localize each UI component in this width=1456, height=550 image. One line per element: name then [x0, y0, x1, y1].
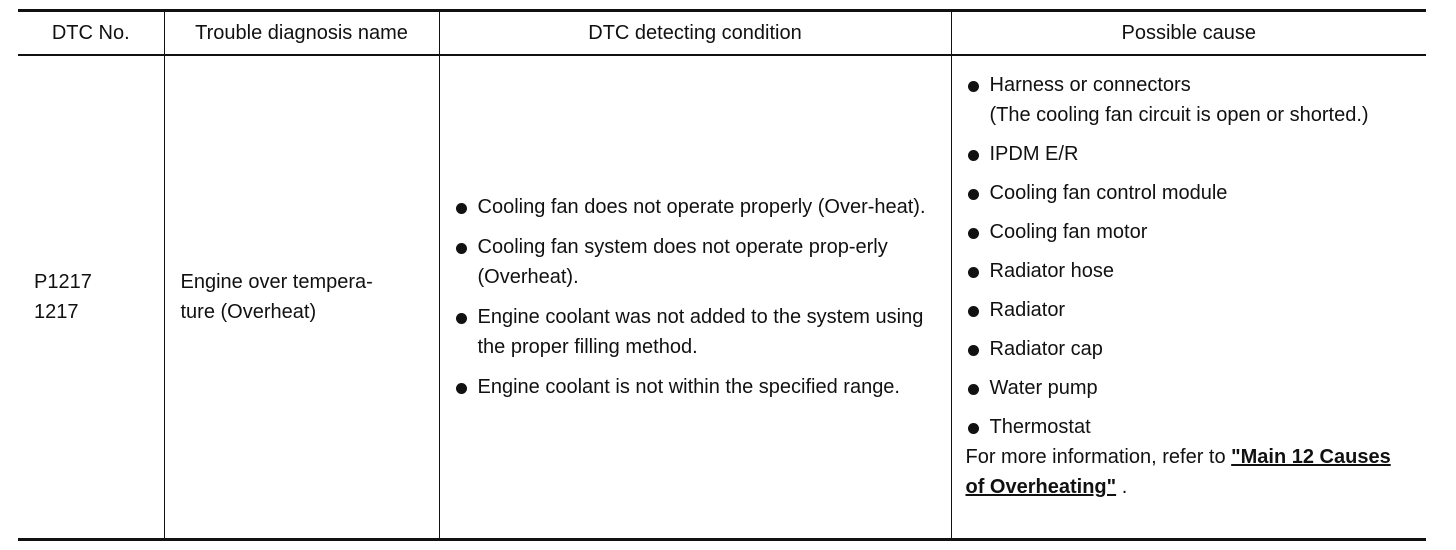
possible-cause-cell	[951, 55, 1426, 540]
header-diagnosis-name: Trouble diagnosis name	[164, 11, 439, 56]
cause-item: Water pump	[966, 373, 1413, 403]
cause-item-harness	[966, 70, 1413, 130]
more-info-suffix: .	[1121, 476, 1128, 498]
cause-item: Cooling fan motor	[966, 217, 1413, 247]
dtc-table	[18, 9, 1426, 541]
diagnosis-name-line-2: ture (Overheat)	[180, 301, 317, 323]
cause-harness-note: (The cooling fan circuit is open or shorted.)	[989, 104, 1369, 126]
condition-item: Cooling fan does not operate properly (Over-heat).	[454, 192, 937, 222]
diagnosis-name-line-1: Engine over tempera-	[180, 271, 373, 293]
cause-item: Radiator cap	[966, 334, 1413, 364]
condition-item: Cooling fan system does not operate prop-erly (Overheat).	[454, 232, 937, 292]
cause-item: IPDM E/R	[966, 139, 1413, 169]
overheating-causes-link[interactable]: "Main 12 Causes of Overheating"	[965, 446, 1391, 498]
dtc-code-secondary: 1217	[34, 301, 79, 323]
cause-item: Radiator	[966, 295, 1413, 325]
cause-item: Radiator hose	[966, 256, 1413, 286]
table-header-row	[18, 11, 1426, 56]
header-dtc-no: DTC No.	[18, 11, 164, 56]
dtc-number-cell	[18, 55, 164, 540]
table-row	[18, 55, 1426, 540]
cause-list	[966, 70, 1413, 442]
diagnosis-name-cell	[164, 55, 439, 540]
dtc-code-primary: P1217	[34, 271, 92, 293]
more-info-prefix: For more information, refer to	[965, 446, 1226, 468]
header-detecting-condition: DTC detecting condition	[439, 11, 951, 56]
condition-list	[454, 192, 937, 402]
more-info-note	[966, 442, 1413, 502]
cause-harness-label: Harness or connectors	[989, 74, 1191, 96]
cause-item: Cooling fan control module	[966, 178, 1413, 208]
condition-item: Engine coolant was not added to the system using the proper filling method.	[454, 302, 937, 362]
header-possible-cause: Possible cause	[951, 11, 1426, 56]
cause-item: Thermostat	[966, 412, 1413, 442]
condition-item: Engine coolant is not within the specified range.	[454, 372, 937, 402]
detecting-condition-cell	[439, 55, 951, 540]
